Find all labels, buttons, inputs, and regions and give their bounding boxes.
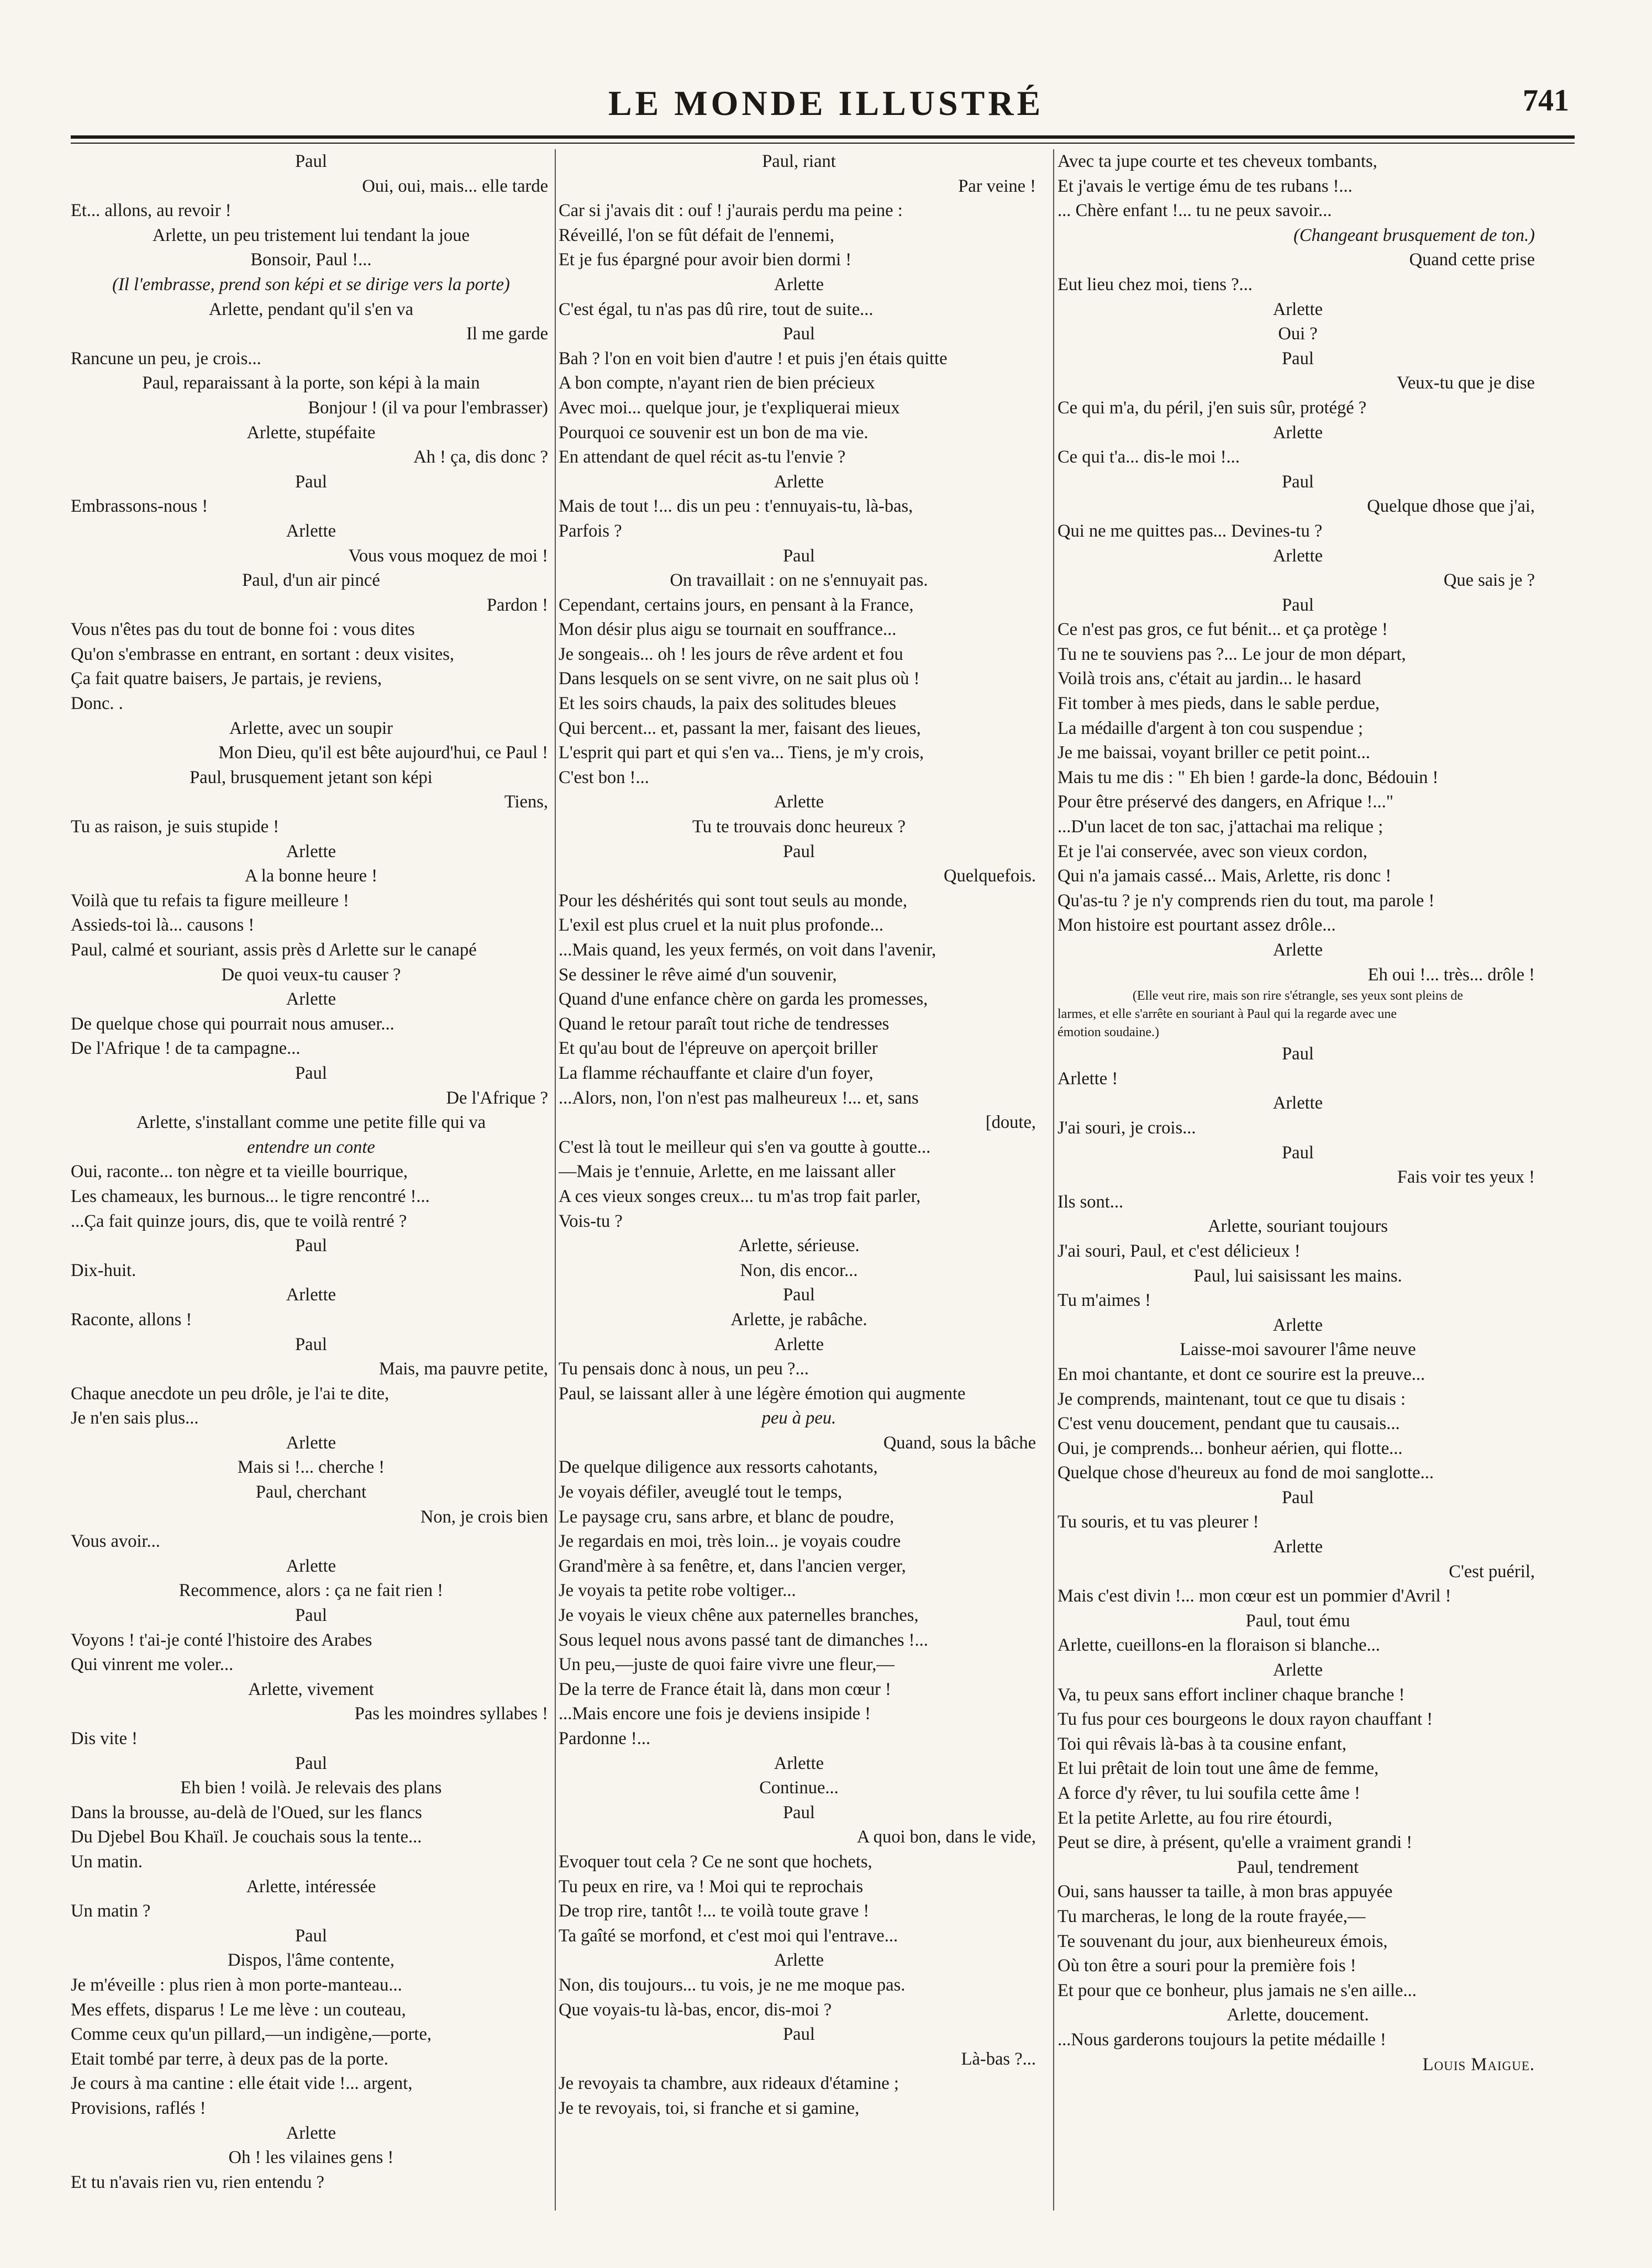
verse-line: Tu as raison, je suis stupide ! [71, 817, 280, 837]
verse-line: Un matin ? [71, 1901, 151, 1922]
verse-line: Je voyais ta petite robe voltiger... [559, 1581, 796, 1601]
verse-line: Bah ? l'on en voit bien d'autre ! et puis j'en étais quitte [559, 348, 948, 369]
verse-line: Quelque dhose que j'ai, [1367, 496, 1535, 517]
verse-line: (Changeant brusquement de ton.) [1293, 225, 1535, 245]
verse-line: Paul, d'un air pincé [242, 570, 380, 591]
verse-line: Recommence, alors : ça ne fait rien ! [178, 1581, 444, 1601]
verse-line: Arlette [286, 1432, 336, 1453]
verse-line: Grand'mère à sa fenêtre, et, dans l'ancien verger, [559, 1556, 906, 1576]
verse-line: Paul [783, 841, 815, 862]
verse-line: Arlette, un peu tristement lui tendant la joue [152, 225, 470, 245]
verse-line: Arlette [774, 274, 824, 295]
verse-line: Mais tu me dis : " Eh bien ! garde-la donc, Bédouin ! [1058, 767, 1439, 788]
verse-line: ...Ça fait quinze jours, dis, que te voilà rentré ? [71, 1211, 407, 1231]
verse-line: Paul [783, 324, 815, 344]
verse-line: Arlette [286, 989, 336, 1010]
verse-line: Oui ? [1278, 324, 1318, 344]
verse-line: Toi qui rêvais là-bas à ta cousine enfant, [1058, 1734, 1346, 1754]
verse-line: Bonjour ! (il va pour l'embrasser) [308, 397, 548, 418]
verse-line: Tu souris, et tu vas pleurer ! [1058, 1512, 1259, 1532]
verse-line: Dis vite ! [71, 1729, 138, 1749]
verse-line: Qui vinrent me voler... [71, 1655, 234, 1675]
verse-line: —Mais je t'ennuie, Arlette, en me laissant aller [559, 1162, 896, 1182]
verse-line: Arlette [774, 1753, 824, 1773]
verse-line: Du Djebel Bou Khaïl. Je couchais sous la tente... [71, 1827, 422, 1847]
verse-line: Paul [295, 1925, 327, 1946]
verse-line: Ce n'est pas gros, ce fut bénit... et ça protège ! [1058, 620, 1388, 640]
verse-line: J'ai souri, Paul, et c'est délicieux ! [1058, 1241, 1301, 1261]
verse-line: Tu te trouvais donc heureux ? [692, 817, 906, 837]
verse-line: Non, dis encor... [740, 1260, 858, 1280]
verse-line: Sous lequel nous avons passé tant de dimanches !... [559, 1630, 928, 1650]
header-rule-thin [71, 143, 1575, 144]
verse-line: Je voyais le vieux chêne aux paternelles branches, [559, 1605, 919, 1626]
verse-line: En moi chantante, et dont ce sourire est la preuve... [1058, 1364, 1425, 1384]
verse-line: Pour être préservé des dangers, en Afrique !..." [1058, 792, 1393, 812]
verse-line: Dix-huit. [71, 1260, 136, 1280]
verse-line: Par veine ! [958, 176, 1036, 196]
verse-line: Eh bien ! voilà. Je relevais des plans [180, 1778, 442, 1798]
verse-line: En attendant de quel récit as-tu l'envie ? [559, 447, 846, 468]
verse-line: Tu m'aimes ! [1058, 1290, 1151, 1311]
verse-line: Ta gaîté se morfond, et c'est moi qui l'entrave... [559, 1925, 898, 1946]
verse-line: Et pour que ce bonheur, plus jamais ne s'en aille... [1058, 1980, 1417, 2001]
verse-line: Mon désir plus aigu se tournait en souffrance... [559, 620, 897, 640]
verse-line: peu à peu. [761, 1408, 836, 1429]
verse-line: C'est égal, tu n'as pas dû rire, tout de suite... [559, 299, 874, 319]
column-divider [555, 149, 556, 2211]
verse-line: Pardon ! [486, 595, 548, 615]
verse-line: Arlette, s'installant comme une petite fille qui va [136, 1112, 486, 1133]
verse-line: Fais voir tes yeux ! [1397, 1167, 1535, 1188]
verse-line: ...D'un lacet de ton sac, j'attachai ma relique ; [1058, 817, 1383, 837]
verse-line: Comme ceux qu'un pillard,—un indigène,—porte, [71, 2024, 432, 2045]
verse-line: On travaillait : on ne s'ennuyait pas. [670, 570, 928, 591]
verse-line: A la bonne heure ! [244, 866, 378, 886]
page-number: 741 [1523, 83, 1569, 118]
verse-line: Arlette [774, 1950, 824, 1971]
verse-line: Arlette [1272, 299, 1323, 319]
verse-line: Je n'en sais plus... [71, 1408, 199, 1429]
verse-line: émotion soudaine.) [1058, 1025, 1159, 1040]
verse-line: Paul [1282, 348, 1314, 369]
verse-line: Oh ! les vilaines gens ! [228, 2148, 394, 2168]
verse-line: Oui, raconte... ton nègre et ta vieille bourrique, [71, 1162, 408, 1182]
verse-line: Mon histoire est pourtant assez drôle... [1058, 915, 1336, 936]
verse-line: Paul, se laissant aller à une légère émotion qui augmente [559, 1383, 966, 1404]
verse-line: Pour les déshérités qui sont tout seuls au monde, [559, 890, 907, 911]
verse-line: Je comprends, maintenant, tout ce que tu disais : [1058, 1389, 1406, 1409]
verse-line: Je cours à ma cantine : elle était vide !... argent, [71, 2073, 413, 2094]
verse-line: Pas les moindres syllabes ! [354, 1704, 548, 1724]
verse-line: Vois-tu ? [559, 1211, 623, 1231]
verse-line: Paul [783, 2024, 815, 2045]
verse-line: C'est venu doucement, pendant que tu causais... [1058, 1414, 1400, 1434]
verse-line: Tu peux en rire, va ! Moi qui te reprochais [559, 1876, 864, 1897]
verse-line: Eut lieu chez moi, tiens ?... [1058, 274, 1253, 295]
verse-line: Bonsoir, Paul !... [250, 250, 372, 270]
verse-line: Dans lesquels on se sent vivre, on ne sait plus où ! [559, 669, 920, 689]
verse-line: Cependant, certains jours, en pensant à la France, [559, 595, 914, 615]
verse-line: Peut se dire, à présent, qu'elle a vraiment grandi ! [1058, 1833, 1413, 1853]
verse-line: A ces vieux songes creux... tu m'as trop fait parler, [559, 1186, 921, 1206]
verse-line: Voilà que tu refais ta figure meilleure ! [71, 890, 349, 911]
verse-line: Oui, oui, mais... elle tarde [362, 176, 548, 196]
verse-line: De l'Afrique ? [446, 1088, 548, 1108]
verse-line: Paul [1282, 595, 1314, 615]
column-3 [1058, 149, 1538, 2222]
verse-line: (Elle veut rire, mais son rire s'étrangle, ses yeux sont pleins de [1132, 989, 1464, 1004]
verse-line: Mais, ma pauvre petite, [379, 1359, 548, 1379]
column-1 [71, 149, 551, 2222]
verse-line: Arlette [1272, 940, 1323, 960]
verse-line: Quelque chose d'heureux au fond de moi sanglotte... [1058, 1463, 1434, 1483]
verse-line: Tiens, [504, 792, 548, 812]
verse-line: ...Mais quand, les yeux fermés, on voit dans l'avenir, [559, 940, 937, 960]
verse-line: Les chameaux, les burnous... le tigre rencontré !... [71, 1186, 430, 1206]
verse-line: Chaque anecdote un peu drôle, je l'ai te dite, [71, 1383, 390, 1404]
verse-line: Te souvenant du jour, aux bienheureux émois, [1058, 1931, 1388, 1951]
verse-line: Arlette [774, 792, 824, 812]
verse-line: Provisions, raflés ! [71, 2098, 206, 2118]
verse-line: Car si j'avais dit : ouf ! j'aurais perdu ma peine : [559, 201, 903, 221]
verse-line: (Il l'embrasse, prend son képi et se dirige vers la porte) [112, 274, 510, 295]
verse-line: Arlette, souriant toujours [1208, 1216, 1388, 1237]
verse-line: Un peu,—juste de quoi faire vivre une fleur,— [559, 1655, 895, 1675]
verse-line: Paul [295, 151, 327, 171]
verse-line: Tu fus pour ces bourgeons le doux rayon chauffant ! [1058, 1709, 1433, 1730]
verse-line: De la terre de France était là, dans mon cœur ! [559, 1679, 891, 1699]
verse-line: Arlette [1272, 422, 1323, 443]
verse-line: Arlette, intéressée [246, 1876, 376, 1897]
verse-line: Et... allons, au revoir ! [71, 201, 232, 221]
verse-line: Je revoyais ta chambre, aux rideaux d'étamine ; [559, 2073, 899, 2094]
verse-line: A force d'y rêver, tu lui soufila cette âme ! [1058, 1783, 1360, 1803]
verse-line: Ça fait quatre baisers, Je partais, je reviens, [71, 669, 382, 689]
verse-line: Paul [1282, 471, 1314, 492]
verse-line: Arlette, pendant qu'il s'en va [208, 299, 413, 319]
verse-line: Avec moi... quelque jour, je t'expliquerai mieux [559, 397, 900, 418]
verse-line: Etait tombé par terre, à deux pas de la porte. [71, 2049, 388, 2069]
verse-line: larmes, et elle s'arrête en souriant à Paul qui la regarde avec une [1058, 1007, 1397, 1022]
verse-line: Le paysage cru, sans arbre, et blanc de poudre, [559, 1506, 895, 1527]
verse-line: Et la petite Arlette, au fou rire étourdi, [1058, 1808, 1333, 1828]
verse-line: ...Nous garderons toujours la petite médaille ! [1058, 2029, 1386, 2050]
verse-line: Arlette [1272, 545, 1323, 566]
verse-line: Et les soirs chauds, la paix des solitudes bleues [559, 694, 897, 714]
verse-line: Je regardais en moi, très loin... je voyais coudre [559, 1531, 901, 1552]
verse-line: Oui, je comprends... bonheur aérien, qui flotte... [1058, 1438, 1403, 1458]
verse-line: C'est bon !... [559, 767, 649, 788]
verse-line: L'esprit qui part et qui s'en va... Tiens, je m'y crois, [559, 743, 924, 763]
verse-line: Ah ! ça, dis donc ? [413, 447, 548, 468]
journal-title: LE MONDE ILLUSTRÉ [608, 83, 1044, 123]
verse-line: J'ai souri, je crois... [1058, 1117, 1196, 1138]
verse-line: De quelque diligence aux ressorts cahotants, [559, 1457, 878, 1478]
verse-line: Quand d'une enfance chère on garda les promesses, [559, 989, 928, 1010]
header-rule-thick [71, 135, 1575, 139]
verse-line: Voyons ! t'ai-je conté l'histoire des Arabes [71, 1630, 372, 1650]
verse-line: Que sais je ? [1443, 570, 1535, 591]
verse-line: Je m'éveille : plus rien à mon porte-manteau... [71, 1975, 402, 1995]
verse-line: Je voyais défiler, aveuglé tout le temps, [559, 1482, 843, 1503]
verse-line: Quelquefois. [944, 866, 1036, 886]
verse-line: Arlette ! [1058, 1068, 1118, 1089]
verse-line: Evoquer tout cela ? Ce ne sont que hochets, [559, 1851, 872, 1872]
verse-line: Ce qui t'a... dis-le moi !... [1058, 447, 1240, 468]
verse-line: Arlette [1272, 1537, 1323, 1557]
verse-line: Va, tu peux sans effort incliner chaque branche ! [1058, 1684, 1405, 1705]
verse-line: ...Alors, non, l'on n'est pas malheureux !... et, sans [559, 1088, 919, 1108]
verse-line: Paul, brusquement jetant son képi [190, 767, 433, 788]
verse-line: Là-bas ?... [961, 2049, 1036, 2069]
verse-line: Paul [783, 545, 815, 566]
verse-line: Paul [295, 1334, 327, 1355]
column-divider [1053, 149, 1054, 2211]
verse-line: Mais de tout !... dis un peu : t'ennuyais-tu, là-bas, [559, 496, 913, 517]
verse-line: Arlette [774, 1334, 824, 1355]
verse-line: De quelque chose qui pourrait nous amuser... [71, 1014, 394, 1034]
verse-line: Où ton être a souri pour la première fois ! [1058, 1956, 1356, 1976]
verse-line: Rancune un peu, je crois... [71, 348, 261, 369]
verse-line: Continue... [759, 1778, 839, 1798]
verse-line: Pourquoi ce souvenir est un bon de ma vie. [559, 422, 869, 443]
verse-line: Paul [1282, 1487, 1314, 1508]
verse-line: Et lui prêtait de loin tout une âme de femme, [1058, 1758, 1379, 1779]
verse-line: Arlette, cueillons-en la floraison si blanche... [1058, 1635, 1380, 1656]
verse-line: De trop rire, tantôt !... te voilà toute grave ! [559, 1901, 870, 1922]
verse-line: Paul [295, 1236, 327, 1256]
verse-line: Je me baissai, voyant briller ce petit point... [1058, 743, 1370, 763]
verse-line: Paul, riant [762, 151, 836, 171]
verse-line: Tu pensais donc à nous, un peu ?... [559, 1359, 809, 1379]
verse-line: Paul [783, 1802, 815, 1823]
verse-line: Et tu n'avais rien vu, rien entendu ? [71, 2172, 324, 2192]
verse-line: Arlette [1272, 1315, 1323, 1335]
verse-line: Paul, tout ému [1245, 1610, 1350, 1631]
verse-line: Arlette [286, 841, 336, 862]
verse-line: Je songeais... oh ! les jours de rêve ardent et fou [559, 644, 903, 664]
verse-line: Ils sont... [1058, 1191, 1124, 1212]
verse-line: Arlette [1272, 1660, 1323, 1681]
verse-line: Vous n'êtes pas du tout de bonne foi : vous dites [71, 620, 415, 640]
verse-line: Paul [295, 1753, 327, 1773]
verse-line: Qui bercent... et, passant la mer, faisant des lieues, [559, 718, 921, 738]
verse-line: La flamme réchauffante et claire d'un foyer, [559, 1063, 874, 1083]
verse-line: Qui ne me quittes pas... Devines-tu ? [1058, 521, 1323, 541]
verse-line: Paul, lui saisissant les mains. [1193, 1266, 1402, 1286]
verse-line: Paul, reparaissant à la porte, son képi à la main [142, 373, 480, 393]
verse-line: Arlette, je rabâche. [730, 1309, 867, 1330]
verse-line: Paul, cherchant [255, 1482, 367, 1503]
verse-line: Voilà trois ans, c'était au jardin... le hasard [1058, 669, 1361, 689]
verse-line: De l'Afrique ! de ta campagne... [71, 1038, 301, 1059]
verse-line: Quand le retour paraît tout riche de tendresses [559, 1014, 890, 1034]
verse-line: Dispos, l'âme contente, [228, 1950, 394, 1971]
verse-line: Mais si !... cherche ! [237, 1457, 385, 1478]
verse-line: Pardonne !... [559, 1729, 651, 1749]
verse-line: A bon compte, n'ayant rien de bien précieux [559, 373, 875, 393]
verse-line: L'exil est plus cruel et la nuit plus profonde... [559, 915, 884, 936]
verse-line: Avec ta jupe courte et tes cheveux tombants, [1058, 151, 1377, 171]
verse-line: Donc. . [71, 694, 123, 714]
verse-line: Paul, tendrement [1237, 1857, 1359, 1877]
verse-line: Quand, sous la bâche [883, 1432, 1036, 1453]
verse-line: Mes effets, disparus ! Le me lève : un couteau, [71, 1999, 406, 2020]
verse-line: Tu ne te souviens pas ?... Le jour de mon départ, [1058, 644, 1406, 664]
verse-line: Vous avoir... [71, 1531, 160, 1552]
verse-line: Mon Dieu, qu'il est bête aujourd'hui, ce Paul ! [218, 743, 548, 763]
verse-line: Non, je crois bien [420, 1506, 548, 1527]
verse-line: Paul [295, 1605, 327, 1626]
verse-line: Arlette [286, 1285, 336, 1305]
verse-line: Qu'as-tu ? je n'y comprends rien du tout, ma parole ! [1058, 890, 1435, 911]
text-columns [71, 149, 1580, 2222]
verse-line: Arlette [286, 2123, 336, 2143]
verse-line: Paul [295, 471, 327, 492]
verse-line: Arlette [774, 471, 824, 492]
verse-line: Embrassons-nous ! [71, 496, 208, 517]
verse-line: Et j'avais le vertige ému de tes rubans !... [1058, 176, 1353, 196]
verse-line: Arlette, sérieuse. [738, 1236, 860, 1256]
verse-line: ...Mais encore une fois je deviens insipide ! [559, 1704, 871, 1724]
verse-line: Qui n'a jamais cassé... Mais, Arlette, ris donc ! [1058, 866, 1392, 886]
verse-line: Paul [1282, 1142, 1314, 1163]
verse-line: De quoi veux-tu causer ? [221, 964, 401, 985]
verse-line: Tu marcheras, le long de la route frayée,— [1058, 1906, 1366, 1926]
verse-line: Parfois ? [559, 521, 622, 541]
verse-line: Arlette, avec un soupir [229, 718, 393, 738]
page-header [0, 0, 1652, 144]
verse-line: Arlette [1272, 1093, 1323, 1114]
verse-line: La médaille d'argent à ton cou suspendue ; [1058, 718, 1364, 738]
verse-line: Arlette [286, 1556, 336, 1576]
verse-line: Que voyais-tu là-bas, encor, dis-moi ? [559, 1999, 832, 2020]
verse-line: Paul [1282, 1044, 1314, 1064]
verse-line: Ce qui m'a, du péril, j'en suis sûr, protégé ? [1058, 397, 1367, 418]
verse-line: Laisse-moi savourer l'âme neuve [1180, 1340, 1416, 1360]
verse-line: Arlette, stupéfaite [246, 422, 376, 443]
verse-line: Raconte, allons ! [71, 1309, 192, 1330]
verse-line: Fit tomber à mes pieds, dans le sable perdue, [1058, 694, 1380, 714]
verse-line: Et je fus épargné pour avoir bien dormi ! [559, 250, 852, 270]
verse-line: Et je l'ai conservée, avec son vieux cordon, [1058, 841, 1367, 862]
verse-line: Mais c'est divin !... mon cœur est un pommier d'Avril ! [1058, 1586, 1451, 1607]
verse-line: Eh oui !... très... drôle ! [1367, 964, 1535, 985]
verse-line: Louis Maigue. [1422, 2054, 1535, 2075]
verse-line: Réveillé, l'on se fût défait de l'ennemi, [559, 225, 835, 245]
verse-line: A quoi bon, dans le vide, [856, 1827, 1036, 1847]
verse-line: Un matin. [71, 1851, 143, 1872]
verse-line: Quand cette prise [1409, 250, 1535, 270]
verse-line: Vous vous moquez de moi ! [348, 545, 548, 566]
verse-line: Et qu'au bout de l'épreuve on aperçoit briller [559, 1038, 878, 1059]
verse-line: C'est là tout le meilleur qui s'en va goutte à goutte... [559, 1137, 931, 1157]
verse-line: Paul [295, 1063, 327, 1083]
verse-line: Se dessiner le rêve aimé d'un souvenir, [559, 964, 837, 985]
verse-line: entendre un conte [247, 1137, 375, 1157]
verse-line: Veux-tu que je dise [1396, 373, 1535, 393]
verse-line: Dans la brousse, au-delà de l'Oued, sur les flancs [71, 1802, 422, 1823]
verse-line: Assieds-toi là... causons ! [71, 915, 255, 936]
verse-line: Paul [783, 1285, 815, 1305]
verse-line: C'est puéril, [1449, 1561, 1535, 1582]
verse-line: Qu'on s'embrasse en entrant, en sortant : deux visites, [71, 644, 455, 664]
verse-line: Non, dis toujours... tu vois, je ne me moque pas. [559, 1975, 906, 1995]
verse-line: ... Chère enfant !... tu ne peux savoir... [1058, 201, 1332, 221]
verse-line: Je te revoyais, toi, si franche et si gamine, [559, 2098, 860, 2118]
verse-line: Arlette, vivement [248, 1679, 374, 1699]
column-2 [559, 149, 1039, 2222]
verse-line: Il me garde [466, 324, 548, 344]
verse-line: Arlette [286, 521, 336, 541]
verse-line: Arlette, doucement. [1227, 2005, 1369, 2025]
verse-line: Oui, sans hausser ta taille, à mon bras appuyée [1058, 1882, 1393, 1902]
verse-line: [doute, [985, 1112, 1036, 1133]
verse-line: Paul, calmé et souriant, assis près d Arlette sur le canapé [71, 940, 477, 960]
